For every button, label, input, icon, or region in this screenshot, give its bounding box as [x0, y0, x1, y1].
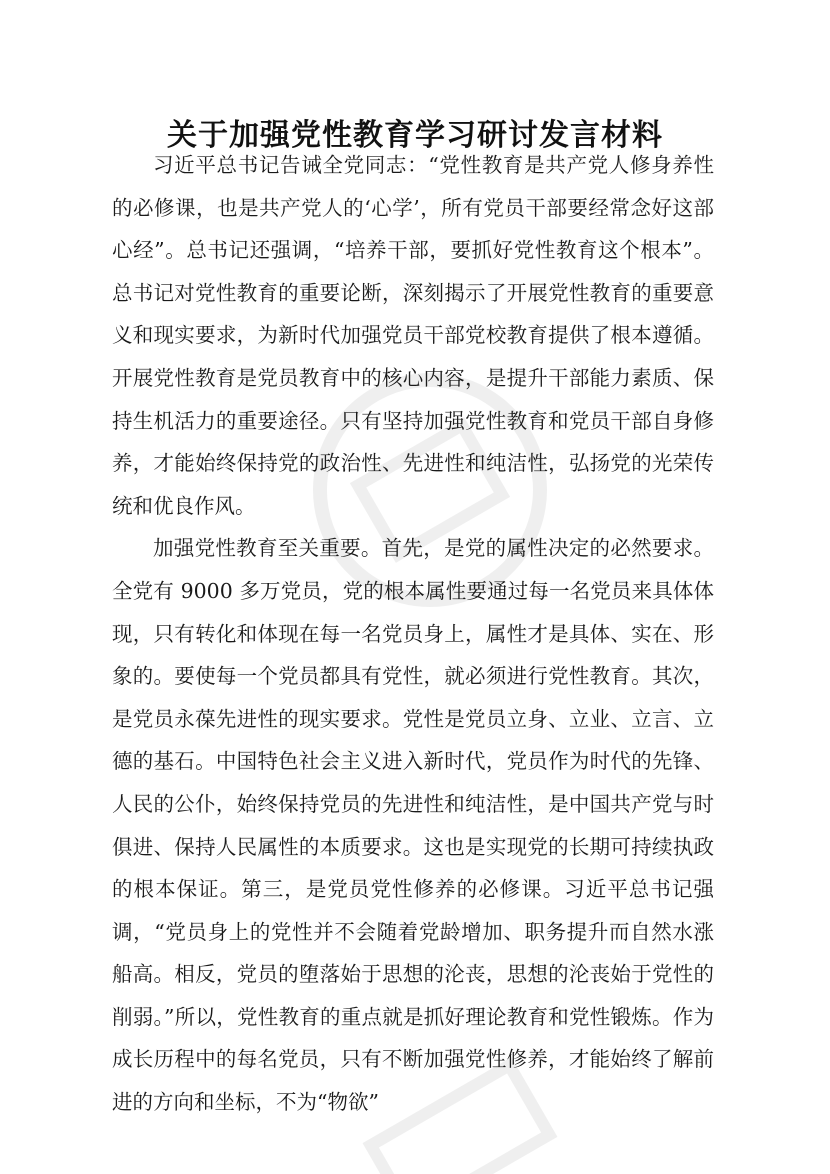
- document-title: 关于加强党性教育学习研讨发言材料: [167, 118, 663, 154]
- document-body: [112, 144, 714, 1124]
- paragraph: 加强党性教育至关重要。首先，是党的属性决定的必然要求。全党有 9000 多万党员，党的根本属性要通过每一名党员来具体体现，只有转化和体现在每一名党员身上，属性才是具体、实在、形象的。要使每一个党员都具有党性，就必须进行党性教育。其次，是党员永葆先进性的现实要求。党性是党员立身、立业、立言、立德的基石。中国特色社会主义进入新时代，党员作为时代的先锋、人民的公仆，始终保持党员的先进性和纯洁性，是中国共产党与时俱进、保持人民属性的本质要求。这也是实现党的长期可持续执政的根本保证。第三，是党员党性修养的必修课。习近平总书记强调，“党员身上的党性并不会随着党龄增加、职务提升而自然水涨船高。相反，党员的堕落始于思想的沦丧，思想的沦丧始于党性的削弱。”所以，党性教育的重点就是抓好理论教育和党性锻炼。作为成长历程中的每名党员，只有不断加强党性修养，才能始终了解前进的方向和坐标，不为“物欲”: [112, 536, 714, 1115]
- paragraph: 习近平总书记告诫全党同志：“党性教育是共产党人修身养性的必修课，也是共产党人的‘心学’，所有党员干部要经常念好这部心经”。总书记还强调，“培养干部，要抓好党性教育这个根本”。总书记对党性教育的重要论断，深刻揭示了开展党性教育的重要意义和现实要求，为新时代加强党员干部党校教育提供了根本遵循。开展党性教育是党员教育中的核心内容，是提升干部能力素质、保持生机活力的重要途径。只有坚持加强党性教育和党员干部自身修养，才能始终保持党的政治性、先进性和纯洁性，弘扬党的光荣传统和优良作风。: [112, 153, 714, 518]
